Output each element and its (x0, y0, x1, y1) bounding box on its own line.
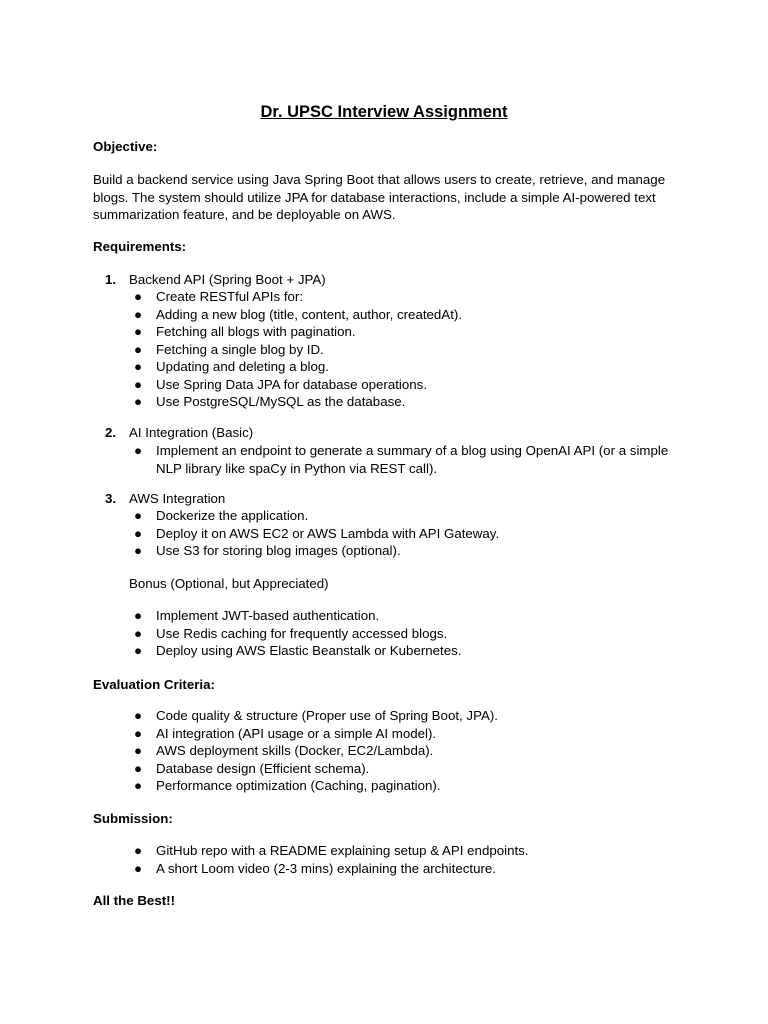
bullet-icon: ● (134, 341, 143, 357)
list-item: ● Deploy using AWS Elastic Beanstalk or Kubernetes. (134, 643, 462, 658)
submission-heading: Submission: (93, 811, 173, 826)
bullet-icon: ● (134, 708, 143, 723)
bullet-icon: ● (134, 725, 143, 741)
bullet-icon: ● (134, 608, 143, 623)
list-item: ● GitHub repo with a README explaining setup & API endpoints. (134, 843, 529, 858)
section-1-bullets (130, 288, 670, 411)
requirements-heading: Requirements: (93, 239, 187, 254)
bullet-icon: ● (134, 625, 143, 641)
bullet-icon: ● (134, 324, 143, 339)
list-item: ● Implement an endpoint to generate a summary of a blog using OpenAI API (or a simple NLP library like spaCy in Python via REST call). (134, 443, 669, 476)
bullet-icon: ● (134, 760, 143, 776)
document-title: Dr. UPSC Interview Assignment (260, 103, 508, 121)
bullet-icon: ● (134, 508, 143, 523)
list-item: ● Database design (Efficient schema). (134, 760, 370, 776)
bullet-icon: ● (134, 860, 143, 876)
bullet-icon: ● (134, 359, 143, 374)
list-item: ● Adding a new blog (title, content, author, createdAt). (134, 306, 463, 322)
list-item: ● Use PostgreSQL/MySQL as the database. (134, 394, 406, 409)
objective-heading: Objective: (93, 139, 158, 154)
bullet-icon: ● (134, 289, 143, 304)
bullet-icon: ● (134, 778, 143, 793)
list-item: ● Create RESTful APIs for: (134, 289, 304, 304)
bullet-icon: ● (134, 394, 143, 409)
section-number: 3. (105, 491, 117, 506)
evaluation-bullets (130, 707, 670, 795)
bonus-title: Bonus (Optional, but Appreciated) (129, 576, 329, 591)
bullet-icon: ● (134, 843, 143, 858)
section-title: Backend API (Spring Boot + JPA) (129, 272, 326, 287)
list-item: ● Performance optimization (Caching, pagination). (134, 778, 441, 793)
bullet-icon: ● (134, 306, 143, 322)
list-item: ● Implement JWT-based authentication. (134, 608, 380, 623)
bullet-icon: ● (134, 543, 143, 558)
evaluation-heading: Evaluation Criteria: (93, 677, 215, 692)
list-item: ● Dockerize the application. (134, 508, 309, 523)
list-item: ● Deploy it on AWS EC2 or AWS Lambda with API Gateway. (134, 525, 500, 541)
list-item: ● AWS deployment skills (Docker, EC2/Lambda). (134, 743, 434, 758)
section-2-bullets (130, 442, 670, 477)
bullet-icon: ● (134, 525, 143, 541)
section-number: 1. (105, 272, 117, 287)
list-item: ● Updating and deleting a blog. (134, 359, 329, 374)
section-3-bullets (130, 507, 670, 560)
list-item: ● Use S3 for storing blog images (optional). (134, 543, 401, 558)
objective-text: Build a backend service using Java Spring Boot that allows users to create, retrieve, and manage blogs. The system should utilize JPA for database interactions, include a simple AI-powered text summarization feature, and be deployable on AWS. (93, 172, 666, 222)
closing-text: All the Best!! (93, 893, 176, 908)
bonus-bullets (130, 607, 670, 660)
list-item: ● Use Spring Data JPA for database operations. (134, 376, 428, 392)
list-item: ● Code quality & structure (Proper use of Spring Boot, JPA). (134, 708, 498, 723)
bullet-icon: ● (134, 376, 143, 392)
section-number: 2. (105, 425, 117, 440)
section-title: AI Integration (Basic) (129, 425, 254, 440)
list-item: ● Fetching a single blog by ID. (134, 341, 324, 357)
bullet-icon: ● (134, 743, 143, 758)
bullet-icon: ● (134, 643, 143, 658)
list-item: ● Use Redis caching for frequently accessed blogs. (134, 625, 448, 641)
section-title: AWS Integration (129, 491, 226, 506)
submission-bullets (130, 842, 670, 877)
list-item: ● AI integration (API usage or a simple AI model). (134, 725, 437, 741)
list-item: ● A short Loom video (2-3 mins) explaining the architecture. (134, 860, 496, 876)
list-item: ● Fetching all blogs with pagination. (134, 324, 356, 339)
bullet-icon: ● (134, 443, 143, 458)
